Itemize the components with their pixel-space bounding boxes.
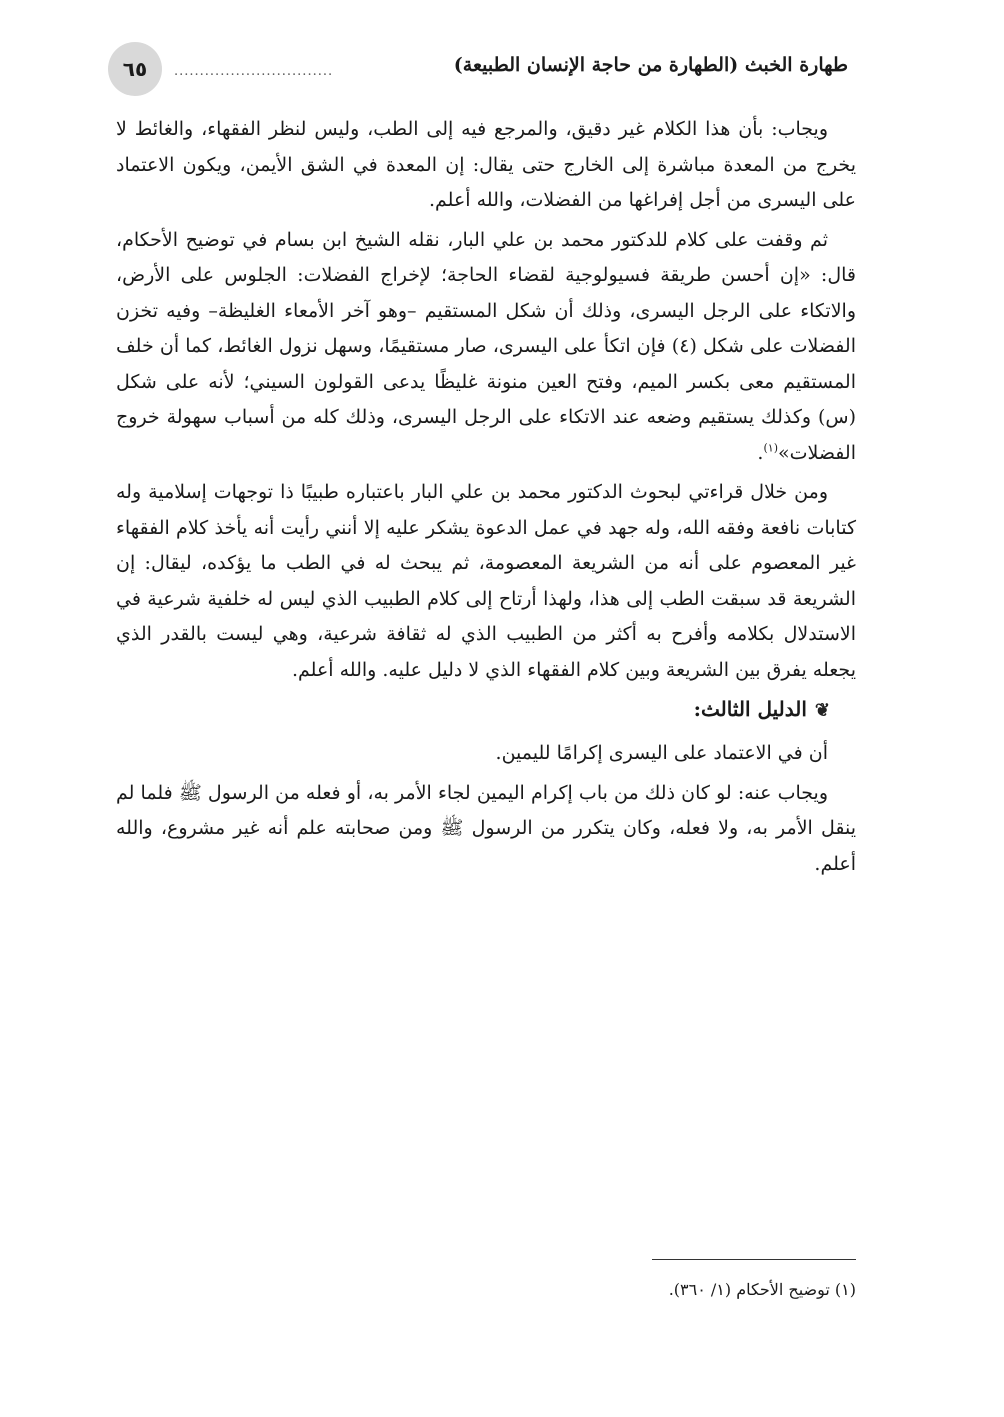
header-dots: ............................... xyxy=(174,64,334,79)
page-number: ٦٥ xyxy=(108,42,162,96)
section-heading xyxy=(116,692,856,728)
paragraph-3: ومن خلال قراءتي لبحوث الدكتور محمد بن علي البار باعتباره طبيبًا ذا توجهات إسلامية وله كتابات نافعة وفقه الله، وله جهد في عمل الدعوة يشكر عليه إلا أنني رأيت أنه يأخذ كلام الفقهاء غير المعصوم على أنه من الشريعة المعصومة، ثم يبحث له في الطب ما يؤكده، ليقال: إن الشريعة قد سبقت الطب إلى هذا، ولهذا أرتاح إلى كلام الطبيب الذي ليس له خلفية شرعية في الاستدلال بكلامه وأفرح به أكثر من الطبيب الذي له ثقافة شرعية، وهي ليست بالقدر الذي يجعله يفرق بين الشريعة وبين كلام الفقهاء الذي لا دليل عليه. والله أعلم. xyxy=(116,481,856,681)
evidence-answer: ويجاب عنه: لو كان ذلك من باب إكرام اليمين لجاء الأمر به، أو فعله من الرسول ﷺ فلما لم ينقل الأمر به، ولا فعله، وكان يتكرر من الرسول ﷺ ومن صحابته علم أنه غير مشروع، والله أعلم. xyxy=(116,781,856,875)
leaf-ornament-icon: ❦ xyxy=(814,700,830,721)
footnote-1: (١) توضيح الأحكام (١/ ٣٦٠). xyxy=(668,1280,856,1299)
paragraph-1: ويجاب: بأن هذا الكلام غير دقيق، والمرجع فيه إلى الطب، وليس لنظر الفقهاء، والغائط لا يخرج من المعدة مباشرة إلى الخارج حتى يقال: إن المعدة في الشق الأيمن، ويكون الاعتماد على اليسرى من أجل إفراغها من الفضلات، والله أعلم. xyxy=(116,118,856,211)
paragraph-2 xyxy=(116,223,856,472)
paragraph-2-end: . xyxy=(757,441,764,464)
footnote-divider xyxy=(652,1259,856,1260)
paragraph-2-text: ثم وقفت على كلام للدكتور محمد بن علي البار، نقله الشيخ ابن بسام في توضيح الأحكام، قال: «إن أحسن طريقة فسيولوجية لقضاء الحاجة؛ لإخراج الفضلات: الجلوس على الأرض، والاتكاء على الرجل اليسرى، وذلك أن شكل المستقيم –وهو آخر الأمعاء الغليظة– وفيه تخزن الفضلات على شكل (٤) فإن اتكأ على اليسرى، صار مستقيمًا، وسهل نزول الغائط، كما أن خلف المستقيم معى بكسر الميم، وفتح العين منونة غليظًا يدعى القولون السيني؛ لأنه على شكل (س) وكذلك يستقيم وضعه عند الاتكاء على الرجل اليسرى، وذلك كله من أسباب سهولة خروج الفضلات» xyxy=(116,228,856,464)
evidence-statement: أن في الاعتماد على اليسرى إكرامًا لليمين. xyxy=(495,742,828,764)
body-text xyxy=(116,112,856,886)
page-header xyxy=(108,42,848,96)
footnote-marker[interactable]: (١) xyxy=(763,441,778,455)
section-heading-text: الدليل الثالث: xyxy=(693,697,807,721)
running-title: طهارة الخبث (الطهارة من حاجة الإنسان الطبيعة) xyxy=(453,54,848,76)
